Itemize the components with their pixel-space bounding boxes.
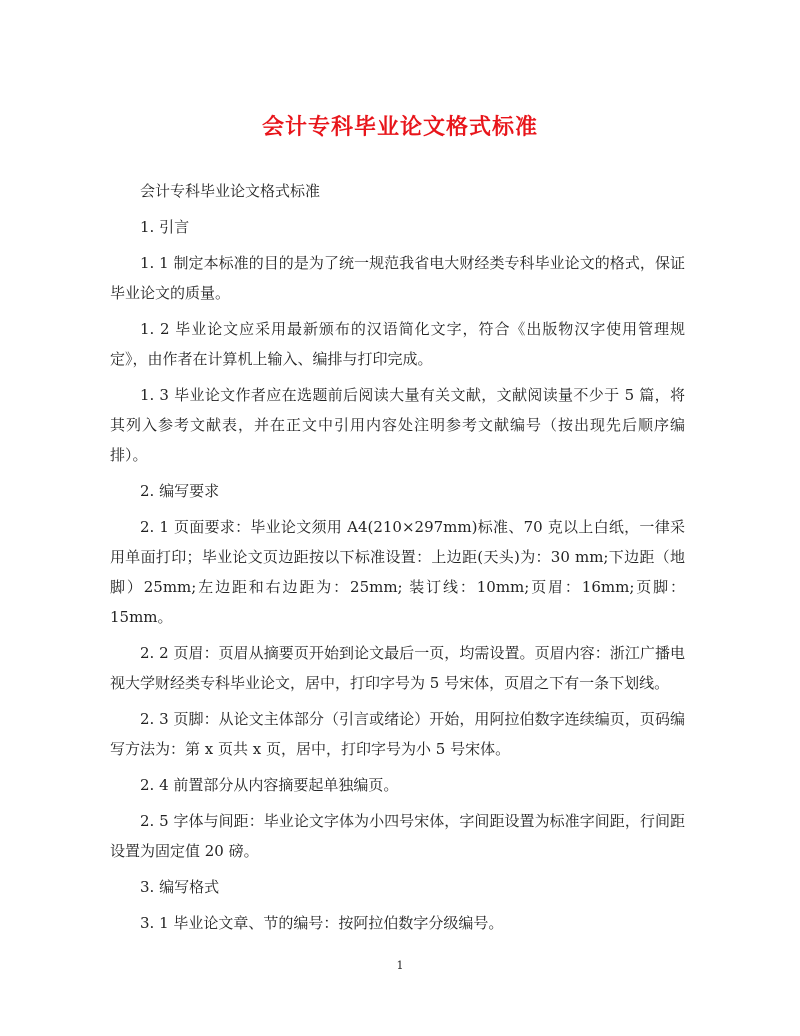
paragraph-2-3: 2. 3 页脚：从论文主体部分（引言或绪论）开始，用阿拉伯数字连续编页，页码编写方法为：第 x 页共 x 页，居中，打印字号为小 5 号宋体。 [110, 710, 685, 758]
page-number: 1 [396, 959, 404, 972]
document-title: 会计专科毕业论文格式标准 [261, 114, 538, 140]
paragraph-2-1: 2. 1 页面要求：毕业论文须用 A4(210×297mm)标准、70 克以上白纸，一律采用单面打印；毕业论文页边距按以下标准设置：上边距(天头)为：30 mm;下边距（地脚）25mm;左边距和右边距为：25mm; 装订线：10mm;页眉：16mm;页脚：15mm。 [110, 518, 685, 626]
section-heading-1: 1. 引言 [140, 218, 190, 236]
paragraph-subtitle: 会计专科毕业论文格式标准 [140, 182, 321, 200]
paragraph-1-1: 1. 1 制定本标准的目的是为了统一规范我省电大财经类专科毕业论文的格式，保证毕业论文的质量。 [110, 254, 685, 302]
section-heading-3: 3. 编写格式 [140, 878, 220, 896]
paragraph-3-1: 3. 1 毕业论文章、节的编号：按阿拉伯数字分级编号。 [140, 914, 504, 932]
paragraph-1-3: 1. 3 毕业论文作者应在选题前后阅读大量有关文献，文献阅读量不少于 5 篇，将其列入参考文献表，并在正文中引用内容处注明参考文献编号（按出现先后顺序编排）。 [110, 386, 685, 464]
paragraph-2-2: 2. 2 页眉：页眉从摘要页开始到论文最后一页，均需设置。页眉内容：浙江广播电视大学财经类专科毕业论文，居中，打印字号为 5 号宋体，页眉之下有一条下划线。 [110, 644, 685, 692]
paragraph-2-5: 2. 5 字体与间距：毕业论文字体为小四号宋体，字间距设置为标准字间距，行间距设置为固定值 20 磅。 [110, 812, 685, 860]
paragraph-2-4: 2. 4 前置部分从内容摘要起单独编页。 [140, 776, 399, 794]
paragraph-1-2: 1. 2 毕业论文应采用最新颁布的汉语简化文字，符合《出版物汉字使用管理规定》，由作者在计算机上输入、编排与打印完成。 [110, 320, 685, 368]
document-body [110, 176, 685, 944]
section-heading-2: 2. 编写要求 [140, 482, 220, 500]
